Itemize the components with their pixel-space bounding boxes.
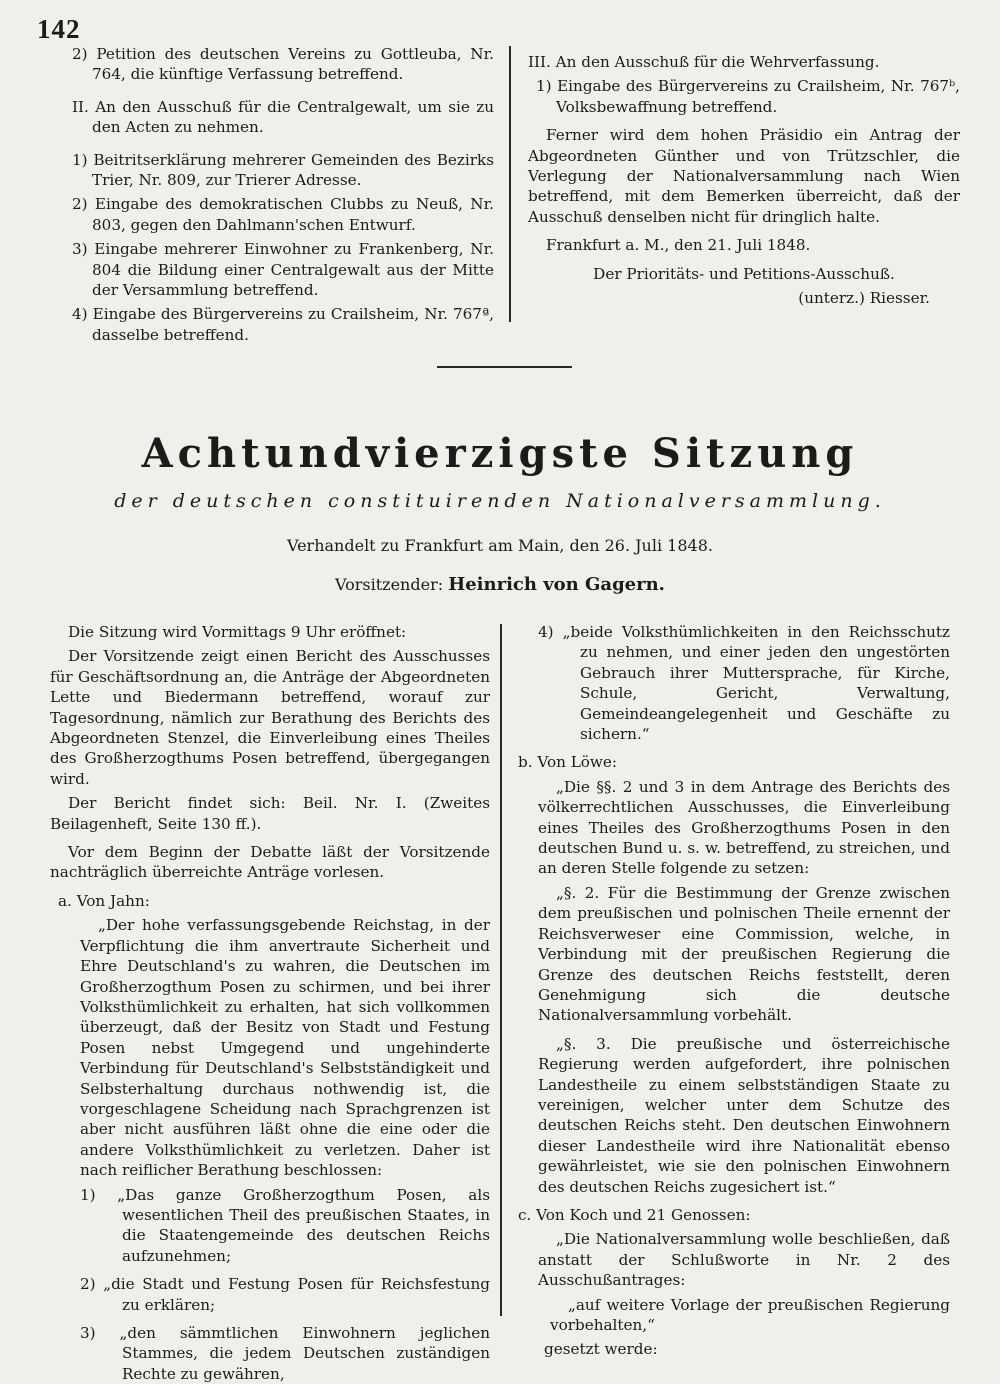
list-item: 1) Eingabe des Bürgervereins zu Crailsheim, Nr. 767ᵇ, Volksbewaffnung betreffend. [536,77,960,116]
section-heading: III. An den Ausschuß für die Wehrverfassung. [528,53,880,71]
quoted-motion: „Die §§. 2 und 3 in dem Antrage des Berichts des völkerrechtlichen Ausschusses, die Einverleibung eines Theiles des Großherzogthums Posen in den deutschen Bund u. s. w. betreffend, zu streichen, und an deren Stelle folgende zu setzen: [538,777,950,878]
list-item: 1) Beitritserklärung mehrerer Gemeinden des Bezirks Trier, Nr. 809, zur Trierer Adresse. [72,150,494,190]
body-right-column [508,622,950,1360]
chairman-name: Heinrich von Gagern. [448,574,665,595]
column-divider [509,46,511,322]
body-left-column [50,622,490,1384]
paragraph: Vor dem Beginn der Debatte läßt der Vorsitzende nachträglich überreichte Anträge vorlesen. [50,843,490,882]
list-item: 2) Eingabe des demokratischen Clubbs zu Neuß, Nr. 803, gegen den Dahlmann'schen Entwurf. [72,195,494,234]
section-rule [437,366,572,368]
session-subtitle: der deutschen constituirenden Nationalversammlung. [114,490,886,512]
motion-heading: c. Von Koch und 21 Genossen: [518,1205,751,1224]
quoted-motion: „Die Nationalversammlung wolle beschließen, daß anstatt der Schlußworte in Nr. 2 des Ausschußantrages: [538,1230,950,1290]
list-item: 3) „den sämmtlichen Einwohnern jeglichen Stammes, die jedem Deutschen zuständigen Rechte zu gewähren, [80,1324,490,1383]
top-right-column [528,52,960,308]
quoted-motion: „Der hohe verfassungsgebende Reichstag, in der Verpflichtung die ihm anvertraute Sicherheit und Ehre Deutschland's zu wahren, die Deutschen im Großherzogthum Posen zu schirmen, und bei ihrer Volksthümlichkeit zu erhalten, hat sich vollkommen überzeugt, daß der Besitz von Stadt und Festung Posen nebst Umgegend und ungehinderte Verbindung für Deutschland's Selbstständigkeit und Selbsterhaltung durchaus nothwendig ist, die vorgeschlagene Scheidung nach Sprachgrenzen ist aber nicht ausführen läßt ohne die eine oder die andere Volksthümlichkeit zu verletzen. Daher ist nach reiflicher Berathung beschlossen: [80,916,490,1180]
page-number: 142 [37,14,81,44]
list-item: 1) „Das ganze Großherzogthum Posen, als wesentlichen Theil des preußischen Staates, in die Staatengemeinde des deutschen Reichs aufzunehmen; [80,1185,490,1265]
quoted-motion: „§. 3. Die preußische und österreichische Regierung werden aufgefordert, ihre polnischen Landestheile zu einem selbstständigen Staate zu vereinigen, welcher unter dem Schutze des deutschen Reichs steht. Den deutschen Einwohnern dieser Landestheile wird ihre Nationalität ebenso gewährleistet, wie sie den polnischen Einwohnern des deutschen Reichs zugesichert ist.“ [538,1034,950,1196]
motion-heading: b. Von Löwe: [518,753,618,772]
session-title: Achtundvierzigste Sitzung [141,430,859,477]
paragraph: Ferner wird dem hohen Präsidio ein Antrag der Abgeordneten Günther und von Trützschler, die Verlegung der Nationalversammlung nach Wien betreffend, mit dem Bemerken überreicht, daß der Ausschuß denselben nicht für dringlich halte. [528,126,960,226]
chairman-label: Vorsitzender: [335,575,444,594]
column-divider [500,624,502,1316]
list-item: 4) Eingabe des Bürgervereins zu Crailsheim, Nr. 767ª, dasselbe betreffend. [72,305,494,344]
session-place-date: Verhandelt zu Frankfurt am Main, den 26. Juli 1848. [287,536,713,555]
section-heading: II. An den Ausschuß für die Centralgewalt, um sie zu den Acten zu nehmen. [72,97,494,137]
date-line: Frankfurt a. M., den 21. Juli 1848. [546,236,811,255]
paragraph: Die Sitzung wird Vormittags 9 Uhr eröffnet: [68,623,407,641]
paragraph: Der Bericht findet sich: Beil. Nr. I. (Zweites Beilagenheft, Seite 130 ff.). [50,794,490,833]
motion-heading: a. Von Jahn: [58,891,150,910]
list-item: 3) Eingabe mehrerer Einwohner zu Frankenberg, Nr. 804 die Bildung einer Centralgewalt aus der Mitte der Versammlung betreffend. [72,240,494,300]
paragraph: gesetzt werde: [544,1340,658,1359]
committee-name: Der Prioritäts- und Petitions-Ausschuß. [593,264,895,283]
paragraph: 2) Petition des deutschen Vereins zu Gottleuba, Nr. 764, die künftige Verfassung betreffend. [72,45,494,84]
quoted-motion: „auf weitere Vorlage der preußischen Regierung vorbehalten,“ [550,1295,950,1334]
list-item: 2) „die Stadt und Festung Posen für Reichsfestung zu erklären; [80,1275,490,1314]
chairman-line [0,574,1000,595]
list-item: 4) „beide Volksthümlichkeiten in den Reichsschutz zu nehmen, und einer jeden den ungestörten Gebrauch ihrer Muttersprache, für Kirche, Schule, Gericht, Verwaltung, Gemeindeangelegenheit und Geschäfte zu sichern.“ [538,623,950,744]
quoted-motion: „§. 2. Für die Bestimmung der Grenze zwischen dem preußischen und polnischen Theile ernennt der Reichsverweser eine Commission, welche, in Verbindung mit der preußischen Regierung die Grenze des deutschen Reichs feststellt, deren Genehmigung sich die deutsche Nationalversammlung vorbehält. [538,883,950,1025]
signature-line: (unterz.) Riesser. [798,289,930,308]
paragraph: Der Vorsitzende zeigt einen Bericht des Ausschusses für Geschäftsordnung an, die Anträge der Abgeordneten Lette und Biedermann betreffend, worauf zur Tagesordnung, nämlich zur Berathung des Berichts des Abgeordneten Stenzel, die Einverleibung eines Theiles des Großherzogthums Posen betreffend, übergegangen wird. [50,647,490,788]
top-left-column [72,44,494,345]
